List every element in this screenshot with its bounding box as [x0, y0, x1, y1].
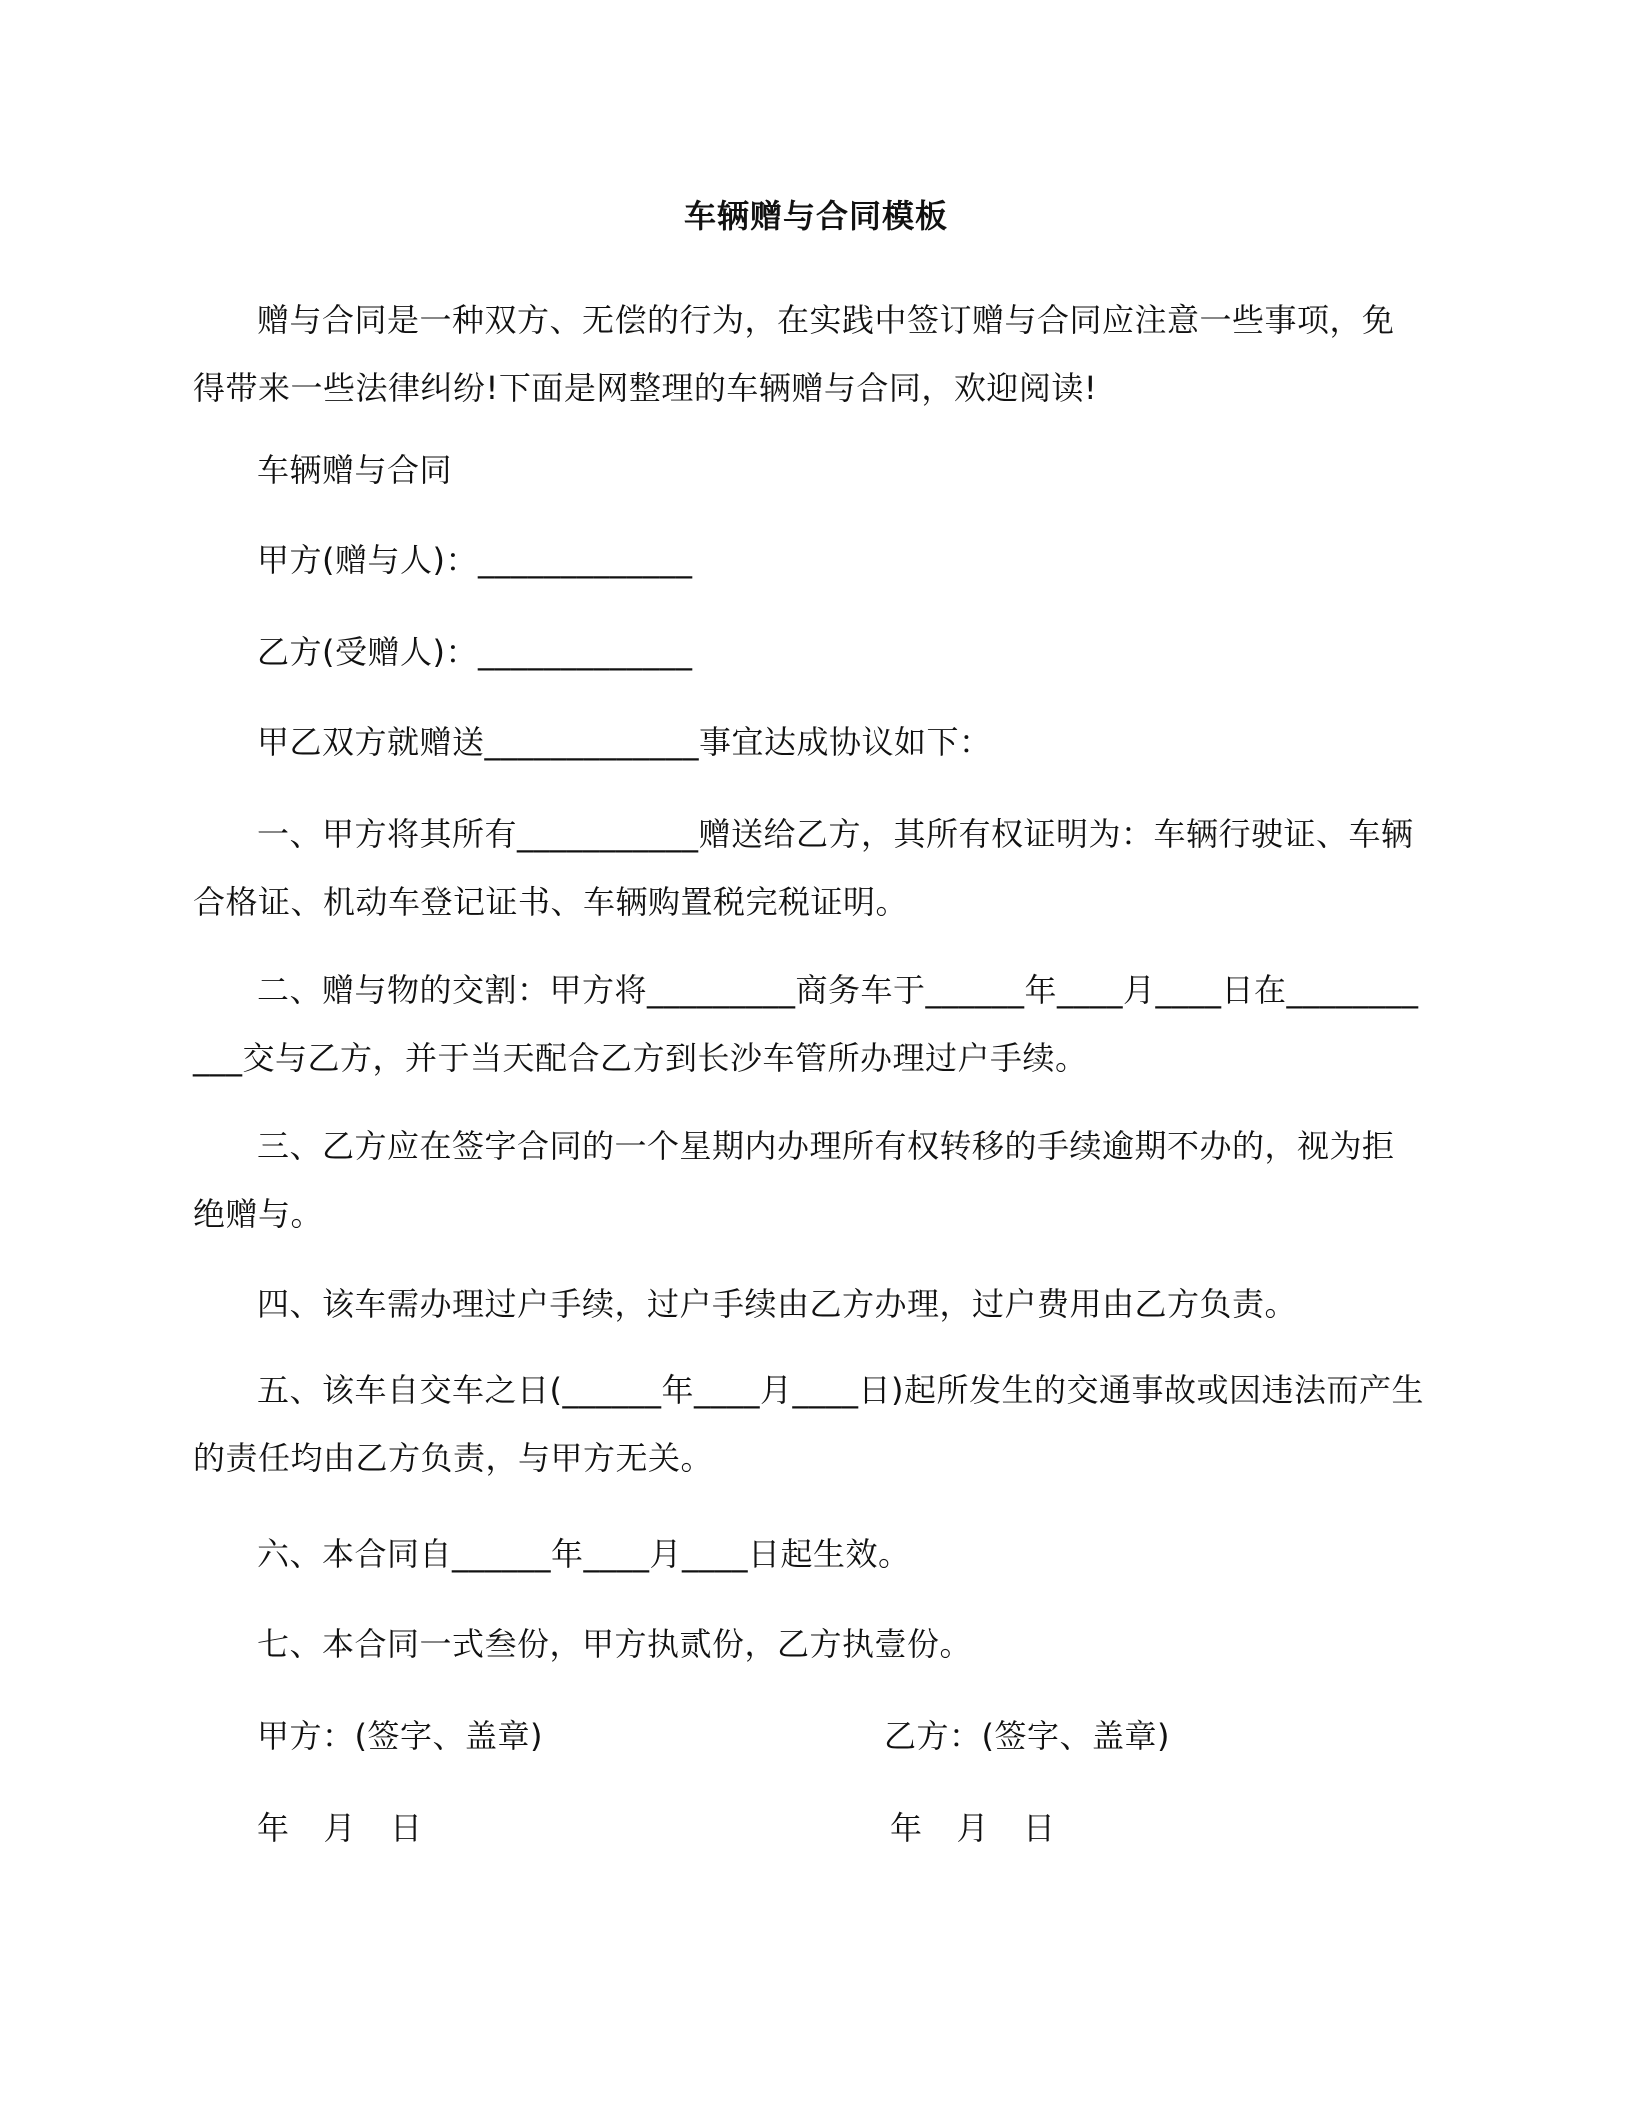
clause-5: 五、该车自交车之日(______年____月____日)起所发生的交通事故或因违法而产生的责任均由乙方负责，与甲方无关。 — [193, 1371, 1424, 1477]
clause-4: 四、该车需办理过户手续，过户手续由乙方办理，过户费用由乙方负责。 — [257, 1285, 1298, 1323]
party-a-signature-label: 甲方：(签字、盖章) — [257, 1717, 543, 1755]
party-a-signature-date — [257, 1804, 423, 1852]
document-title: 车辆赠与合同模板 — [683, 197, 948, 235]
agreement-intro: 甲乙双方就赠送_____________事宜达成协议如下： — [257, 723, 992, 761]
intro-paragraph: 赠与合同是一种双方、无偿的行为，在实践中签订赠与合同应注意一些事项，免得带来一些法律纠纷!下面是网整理的车辆赠与合同，欢迎阅读! — [193, 301, 1395, 407]
clause-1: 一、甲方将其所有___________赠送给乙方，其所有权证明为：车辆行驶证、车辆合格证、机动车登记证书、车辆购置税完税证明。 — [193, 815, 1414, 921]
date-day: 日 — [1023, 1809, 1056, 1847]
clause-3: 三、乙方应在签字合同的一个星期内办理所有权转移的手续逾期不办的，视为拒绝赠与。 — [193, 1127, 1395, 1233]
clause-2: 二、赠与物的交割：甲方将_________商务车于______年____月____日在___________交与乙方，并于当天配合乙方到长沙车管所办理过户手续。 — [193, 971, 1419, 1077]
contract-subtitle: 车辆赠与合同 — [257, 451, 453, 489]
clause-6: 六、本合同自______年____月____日起生效。 — [257, 1535, 911, 1573]
party-b-field: 乙方(受赠人)：_____________ — [257, 633, 693, 671]
date-month: 月 — [323, 1809, 357, 1847]
date-month: 月 — [956, 1809, 990, 1847]
date-year: 年 — [890, 1809, 923, 1847]
clause-7: 七、本合同一式叁份，甲方执贰份，乙方执壹份。 — [257, 1625, 973, 1663]
date-year: 年 — [257, 1809, 290, 1847]
party-b-signature-label: 乙方：(签字、盖章) — [884, 1717, 1170, 1755]
date-day: 日 — [390, 1809, 423, 1847]
party-a-field: 甲方(赠与人)：_____________ — [257, 541, 693, 579]
party-b-signature-date — [890, 1804, 1056, 1852]
